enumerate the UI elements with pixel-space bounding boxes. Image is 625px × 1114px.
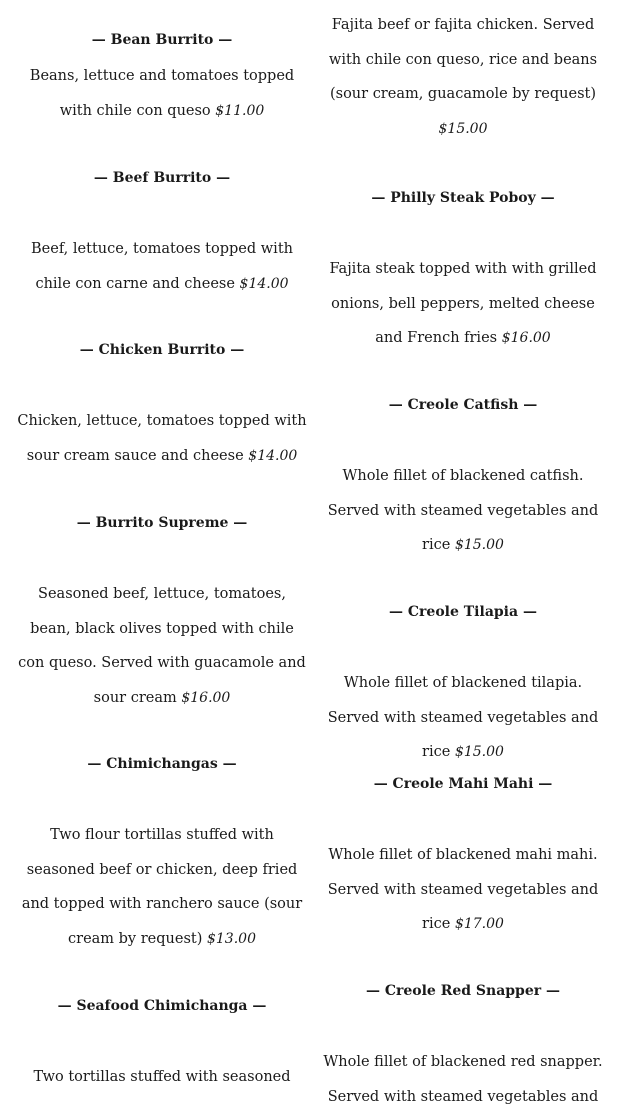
- item-price: $15.00: [454, 537, 504, 553]
- item-price: $14.00: [248, 447, 298, 464]
- item-title: — Chicken Burrito —: [79, 342, 245, 358]
- item-description: Whole fillet of blackened tilapia. Served with steamed vegetables and rice $15.00: [327, 675, 599, 760]
- item-title: — Bean Burrito —: [91, 32, 233, 48]
- item-title: — Burrito Supreme —: [76, 515, 248, 531]
- item-price: $15.00: [438, 120, 488, 137]
- menu-item-chimichangas: [17, 754, 307, 956]
- menu-item-chicken-burrito: [17, 340, 307, 473]
- menu-item-fajitas: [318, 8, 608, 146]
- item-price: $16.00: [181, 689, 231, 706]
- item-description: Beef, lettuce, tomatoes topped with chile con carne and cheese $14.00: [31, 241, 293, 292]
- item-description: Two tortillas stuffed with seasoned: [33, 1069, 291, 1085]
- item-price: $16.00: [501, 330, 551, 346]
- item-title: — Seafood Chimichanga —: [57, 998, 267, 1014]
- menu-item-burrito-supreme: [17, 513, 307, 715]
- item-description: Whole fillet of blackened mahi mahi. Served with steamed vegetables and rice $17.00: [327, 847, 599, 932]
- item-description: Beans, lettuce and tomatoes topped with chile con queso $11.00: [29, 68, 295, 119]
- menu-item-creole-mahi-mahi: [318, 774, 608, 942]
- menu-item-creole-tilapia: [318, 602, 608, 770]
- item-price: $11.00: [215, 102, 265, 119]
- menu-item-philly-steak-poboy: [318, 188, 608, 356]
- item-price: $15.00: [454, 744, 504, 760]
- item-price: $17.00: [454, 916, 504, 932]
- item-title: — Creole Tilapia —: [389, 604, 537, 620]
- item-price: $14.00: [239, 275, 289, 292]
- item-title: — Beef Burrito —: [93, 170, 231, 186]
- item-description: Two flour tortillas stuffed with seasoned beef or chicken, deep fried and topped with ranchero sauce (sour cream by request) $13.00: [21, 827, 303, 947]
- item-price: $13.00: [206, 930, 256, 947]
- item-title: — Creole Catfish —: [388, 397, 538, 413]
- item-description: Whole fillet of blackened catfish. Served with steamed vegetables and rice $15.00: [327, 468, 599, 553]
- menu-item-beef-burrito: [17, 168, 307, 301]
- item-description: Whole fillet of blackened red snapper. Served with steamed vegetables and: [323, 1054, 603, 1105]
- item-description: Fajita steak topped with with grilled onions, bell peppers, melted cheese and French fries $16.00: [329, 261, 597, 346]
- item-description: Seasoned beef, lettuce, tomatoes, bean, black olives topped with chile con queso. Served with guacamole and sour cream $16.00: [18, 586, 306, 706]
- item-title: — Creole Mahi Mahi —: [373, 776, 553, 792]
- menu-item-creole-red-snapper: [318, 981, 608, 1114]
- item-title: — Philly Steak Poboy —: [371, 190, 555, 206]
- item-description: Fajita beef or fajita chicken. Served with chile con queso, rice and beans (sour cream, guacamole by request) $15.00: [328, 17, 598, 137]
- item-title: — Creole Red Snapper —: [365, 983, 561, 999]
- menu-item-seafood-chimichanga: [17, 996, 307, 1095]
- item-description: Chicken, lettuce, tomatoes topped with sour cream sauce and cheese $14.00: [17, 413, 307, 464]
- menu-item-creole-catfish: [318, 395, 608, 563]
- item-title: — Chimichangas —: [87, 756, 237, 772]
- menu-item-bean-burrito: [17, 30, 307, 128]
